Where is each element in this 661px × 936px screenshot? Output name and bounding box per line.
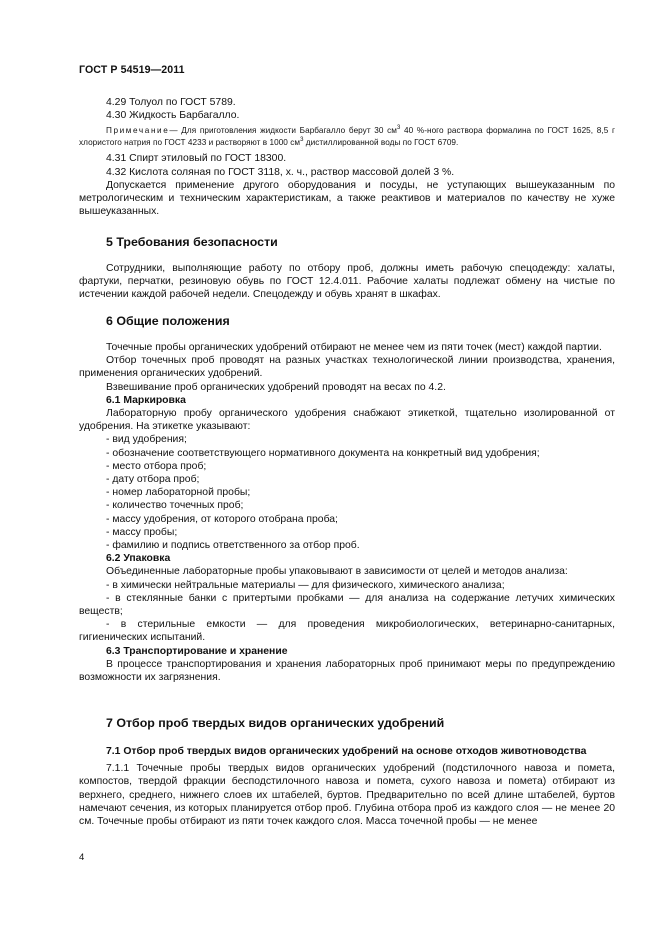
labeling-list (79, 433, 615, 552)
item-4-30: 4.30 Жидкость Барбагалло. (106, 110, 240, 122)
paragraph-7-1-1: 7.1.1 Точечные пробы твердых видов органических удобрений (подстилочного навоза и помета, компостов, твердой фракции бесподстилочного навоза и помета, сухого навоза и помета) отбирают из верхнего, среднего, нижнего слоев их штабелей, буртов. Предварительно по всей длине штабелей, буртов намечают сечения, из которых планируется отбор проб. Глубина отбора проб из каждого слоя — не менее 20 см. Точечные пробы отбирают из пяти точек каждого слоя. Масса точечной пробы — не менее (79, 763, 615, 828)
list-item: - массу удобрения, от которого отобрана проба; (106, 513, 338, 525)
page-number: 4 (79, 852, 85, 863)
item-4-31: 4.31 Спирт этиловый по ГОСТ 18300. (106, 153, 287, 165)
paragraph-packing: Объединенные лабораторные пробы упаковывают в зависимости от целей и методов анализа: (106, 566, 568, 578)
subsection-6-3-title: 6.3 Транспортирование и хранение (106, 645, 288, 657)
paragraph-transport: В процессе транспортирования и хранения лабораторных проб принимают меры по предупреждению возможности их загрязнения. (79, 658, 615, 684)
standard-code-header: ГОСТ Р 54519—2011 (79, 64, 185, 76)
list-item: - массу пробы; (106, 526, 178, 538)
intro-block (79, 96, 615, 218)
superscript: 3 (396, 125, 401, 132)
list-item: - в стеклянные банки с притертыми пробками — для анализа на содержание летучих химических веществ; (79, 592, 615, 618)
paragraph-labeling: Лабораторную пробу органического удобрения снабжают этикеткой, тщательно изолированной от удобрения. На этикетке указывают: (79, 408, 615, 433)
section-6-body (79, 341, 615, 684)
section-5-title: 5 Требования безопасности (106, 235, 278, 249)
note-label: Примечание (106, 126, 170, 136)
section-7-title: 7 Отбор проб твердых видов органических удобрений (106, 716, 445, 730)
paragraph-sampling: Отбор точечных проб проводят на разных участках технологической линии производства, хранения, применения органических удобрений. (79, 355, 615, 380)
subsection-6-2-title: 6.2 Упаковка (106, 553, 171, 565)
paragraph-points: Точечные пробы органических удобрений отбирают не менее чем из пяти точек (мест) каждой партии. (106, 342, 602, 353)
list-item: - номер лабораторной пробы; (106, 487, 251, 499)
section-6-title: 6 Общие положения (106, 314, 230, 328)
list-item: - в стерильные емкости — для проведения микробиологических, ветеринарно-санитарных, гигиенических испытаний. (79, 619, 615, 644)
section-7-body (79, 745, 615, 828)
list-item: - обозначение соответствующего нормативного документа на конкретный вид удобрения; (106, 447, 540, 459)
list-item: - в химически нейтральные материалы — для физического, химического анализа; (106, 579, 505, 591)
list-item: - вид удобрения; (106, 434, 187, 446)
note-barbagallo: Примечание— Для приготовления жидкости Барбагалло берут 30 $см^3$ 40 %-ного раствора формалина по ГОСТ 1625, 8,5 г хлористого натрия по ГОСТ 4233 и растворяют в 1000 $см^3$ дистиллированной воды по ГОСТ 6709. (79, 125, 615, 148)
item-4-29: 4.29 Толуол по ГОСТ 5789. (106, 97, 236, 108)
list-item: - фамилию и подпись ответственного за отбор проб. (106, 540, 360, 552)
packing-list (79, 579, 615, 645)
list-item: - количество точечных проб; (106, 500, 244, 512)
list-item: - место отбора проб; (106, 460, 207, 472)
paragraph-weighing: Взвешивание проб органических удобрений проводят на весах по 4.2. (106, 381, 446, 393)
paragraph-safety: Сотрудники, выполняющие работу по отбору проб, должны иметь рабочую спецодежду: халаты, фартуки, перчатки, резиновую обувь по ГОСТ 12.4.011. Рабочие халаты подлежат обмену на чистые по истечении каждой рабочей недели. Спецодежду и обувь хранят в шкафах. (79, 263, 615, 301)
subsection-6-1-title: 6.1 Маркировка (106, 394, 186, 406)
item-4-32: 4.32 Кислота соляная по ГОСТ 3118, х. ч., раствор массовой долей 3 %. (106, 166, 455, 178)
subsection-7-1-title: 7.1 Отбор проб твердых видов органических удобрений на основе отходов животноводства (106, 746, 587, 757)
superscript: 3 (300, 137, 304, 144)
section-5-body (79, 262, 615, 302)
paragraph-allowed: Допускается применение другого оборудования и посуды, не уступающих вышеуказанным по метрологическим и техническим характеристикам, а также реактивов и материалов по качеству не хуже вышеуказанных. (79, 179, 615, 218)
list-item: - дату отбора проб; (106, 474, 200, 486)
